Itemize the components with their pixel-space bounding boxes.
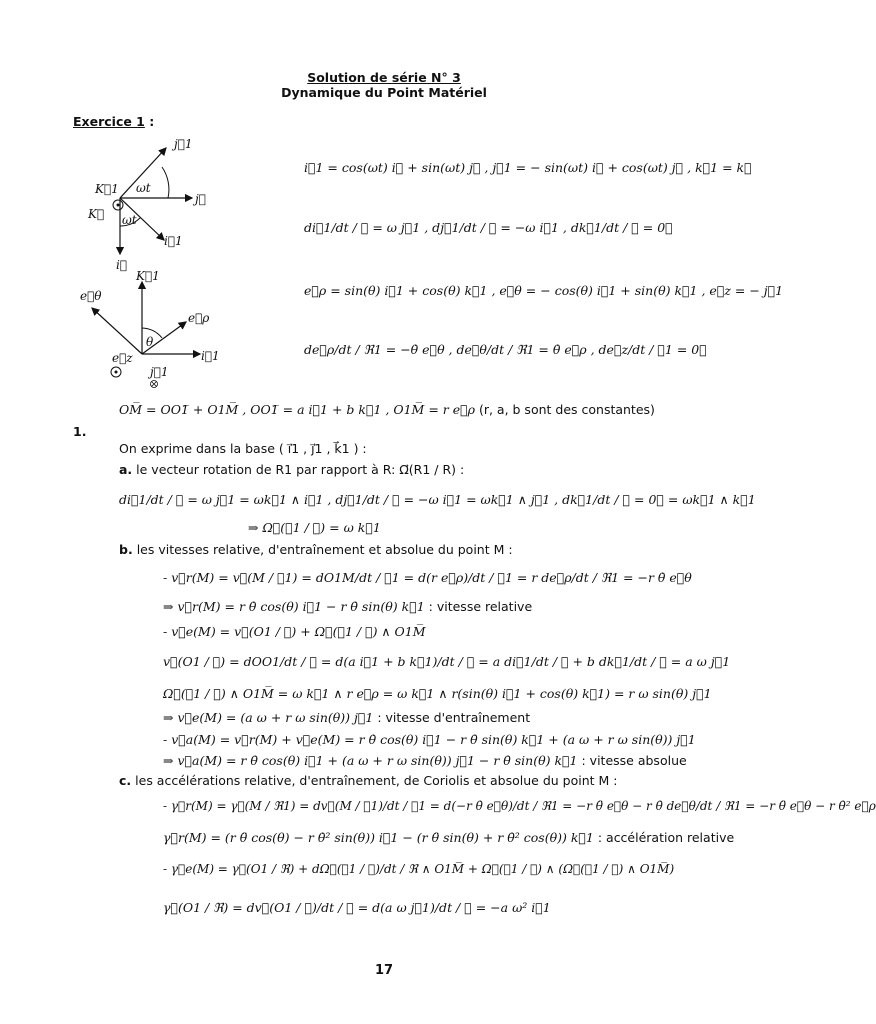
section-a-result: ⇒ Ω⃗(ℜ1 / ℜ) = ω k⃗1 (248, 520, 381, 535)
axis-e-theta (92, 308, 142, 354)
section-a-text: le vecteur rotation de R1 par rapport à R: Ω⃗(R1 / R) : (136, 462, 465, 477)
equation-position (119, 402, 655, 417)
section-b-heading (119, 542, 513, 557)
label-j1: j⃗1 (174, 137, 193, 151)
section-b-label: b. (119, 542, 133, 557)
label-wt-top: ωt (136, 181, 151, 195)
equation-relative-accel-def: - γ⃗r(M) = γ⃗(M / ℜ1) = dv⃗(M / ℜ1)/dt / ℜ1 = d(−r θ̇ e⃗θ)/dt / ℜ1 = −r θ̈ e⃗θ − r θ̇ de⃗θ/dt / ℜ1 = −r θ̈ e⃗θ − r θ̇² e⃗ρ (163, 799, 876, 813)
position-note: (r, a, b sont des constantes) (478, 402, 655, 417)
section-b-text: les vitesses relative, d'entraînement et absolue du point M : (136, 542, 513, 557)
equation-relative-velocity-def: - v⃗r(M) = v⃗(M / ℜ1) = dO1M/dt / ℜ1 = d(r e⃗ρ)/dt / ℜ1 = r de⃗ρ/dt / ℜ1 = −r θ̇ e⃗θ (163, 570, 692, 585)
part-intro: On exprime dans la base ( i⃗1 , j⃗1 , k⃗1 ) : (119, 441, 367, 456)
section-c-heading (119, 773, 618, 788)
absolute-velocity-note: : vitesse absolue (581, 753, 687, 768)
position-expression: OM̅ = OO1̅ + O1M̅ , OO1̅ = a i⃗1 + b k⃗1 , O1M̅ = r e⃗ρ (119, 402, 475, 417)
equation-drive-velocity-def: - v⃗e(M) = v⃗(O1 / ℜ) + Ω⃗(ℜ1 / ℜ) ∧ O1M̅ (163, 624, 426, 639)
label-e-z: e⃗z (112, 351, 133, 365)
section-a-equation: di⃗1/dt / ℜ = ω j⃗1 = ωk⃗1 ∧ i⃗1 , dj⃗1/dt / ℜ = −ω i⃗1 = ωk⃗1 ∧ j⃗1 , dk⃗1/dt / ℜ = 0⃗ = ωk⃗1 ∧ k⃗1 (119, 492, 756, 507)
arc-top (162, 167, 169, 198)
label-e-rho: e⃗ρ (188, 311, 210, 325)
part-number: 1. (73, 424, 87, 439)
page-number: 17 (374, 963, 394, 978)
equation-origin-velocity: v⃗(O1 / ℜ) = dOO1/dt / ℜ = d(a i⃗1 + b k⃗1)/dt / ℜ = a di⃗1/dt / ℜ + b dk⃗1/dt / ℜ = a ω j⃗1 (163, 654, 731, 669)
label-K1: K⃗1 (136, 269, 160, 283)
equation-cylindrical-derivatives: de⃗ρ/dt / ℜ1 = −θ̇ e⃗θ , de⃗θ/dt / ℜ1 = θ̇ e⃗ρ , de⃗z/dt / ℜ1 = 0⃗ (304, 342, 707, 357)
equation-drive-accel-def: - γ⃗e(M) = γ⃗(O1 / ℜ) + dΩ⃗(ℜ1 / ℜ)/dt / ℜ ∧ O1M̅ + Ω⃗(ℜ1 / ℜ) ∧ (Ω⃗(ℜ1 / ℜ) ∧ O1M̅) (163, 862, 675, 876)
label-i1: i⃗1 (164, 234, 183, 248)
rotation-diagram-2 (78, 268, 228, 392)
label-K1: K⃗1 (95, 182, 119, 196)
exercise-colon: : (144, 114, 155, 129)
equation-relative-velocity (163, 599, 532, 614)
section-a-label: a. (119, 462, 133, 477)
equation-base-change: i⃗1 = cos(ωt) i⃗ + sin(ωt) j⃗ , j⃗1 = − sin(ωt) i⃗ + cos(ωt) j⃗ , k⃗1 = k⃗ (304, 160, 752, 175)
equation-relative-accel (163, 830, 734, 845)
rotation-diagram-1 (82, 132, 212, 272)
drive-velocity-expression: ⇒ v⃗e(M) = (a ω + r ω sin(θ)) j⃗1 (163, 710, 374, 725)
absolute-velocity-expression: ⇒ v⃗a(M) = r θ̇ cos(θ) i⃗1 + (a ω + r ω sin(θ)) j⃗1 − r θ̇ sin(θ) k⃗1 (163, 753, 578, 768)
relative-accel-note: : accélération relative (597, 830, 735, 845)
drive-velocity-note: : vitesse d'entraînement (377, 710, 531, 725)
label-theta: θ (146, 335, 154, 349)
label-wt-bottom: ωt (122, 213, 137, 227)
exercise-heading (73, 114, 154, 129)
label-i: i⃗ (116, 258, 128, 272)
label-j1: j⃗1 (150, 365, 169, 379)
equation-rotation-cross: Ω⃗(ℜ1 / ℜ) ∧ O1M̅ = ω k⃗1 ∧ r e⃗ρ = ω k⃗1 ∧ r(sin(θ) i⃗1 + cos(θ) k⃗1) = r ω sin(θ) j⃗1 (163, 686, 712, 701)
relative-accel-expression: γ⃗r(M) = (r θ̈ cos(θ) − r θ̇² sin(θ)) i⃗1 − (r θ̈ sin(θ) + r θ̇² cos(θ)) k⃗1 (163, 830, 594, 845)
relative-velocity-note: : vitesse relative (428, 599, 533, 614)
label-K: K⃗ (88, 207, 105, 221)
equation-absolute-velocity-def: - v⃗a(M) = v⃗r(M) + v⃗e(M) = r θ̇ cos(θ) i⃗1 − r θ̇ sin(θ) k⃗1 + (a ω + r ω sin(θ)) j⃗1 (163, 732, 696, 747)
equation-origin-accel: γ⃗(O1 / ℜ) = dv⃗(O1 / ℜ)/dt / ℜ = d(a ω j⃗1)/dt / ℜ = −a ω² i⃗1 (163, 900, 551, 915)
label-i1: i⃗1 (201, 349, 220, 363)
label-e-theta: e⃗θ (80, 289, 102, 303)
title-line-2: Dynamique du Point Matériel (281, 85, 487, 100)
title-line-1: Solution de série N° 3 (307, 70, 461, 85)
label-j: j⃗ (195, 192, 206, 206)
equation-absolute-velocity (163, 753, 687, 768)
exercise-label: Exercice 1 (73, 114, 145, 129)
equation-base-derivatives: di⃗1/dt / ℜ = ω j⃗1 , dj⃗1/dt / ℜ = −ω i⃗1 , dk⃗1/dt / ℜ = 0⃗ (304, 220, 673, 235)
section-c-text: les accélérations relative, d'entraînement, de Coriolis et absolue du point M : (135, 773, 618, 788)
section-c-label: c. (119, 773, 132, 788)
equation-cylindrical-base: e⃗ρ = sin(θ) i⃗1 + cos(θ) k⃗1 , e⃗θ = − cos(θ) i⃗1 + sin(θ) k⃗1 , e⃗z = − j⃗1 (304, 283, 784, 298)
equation-drive-velocity (163, 710, 530, 725)
section-a-heading (119, 462, 464, 477)
relative-velocity-expression: ⇒ v⃗r(M) = r θ̇ cos(θ) i⃗1 − r θ̇ sin(θ) k⃗1 (163, 599, 425, 614)
